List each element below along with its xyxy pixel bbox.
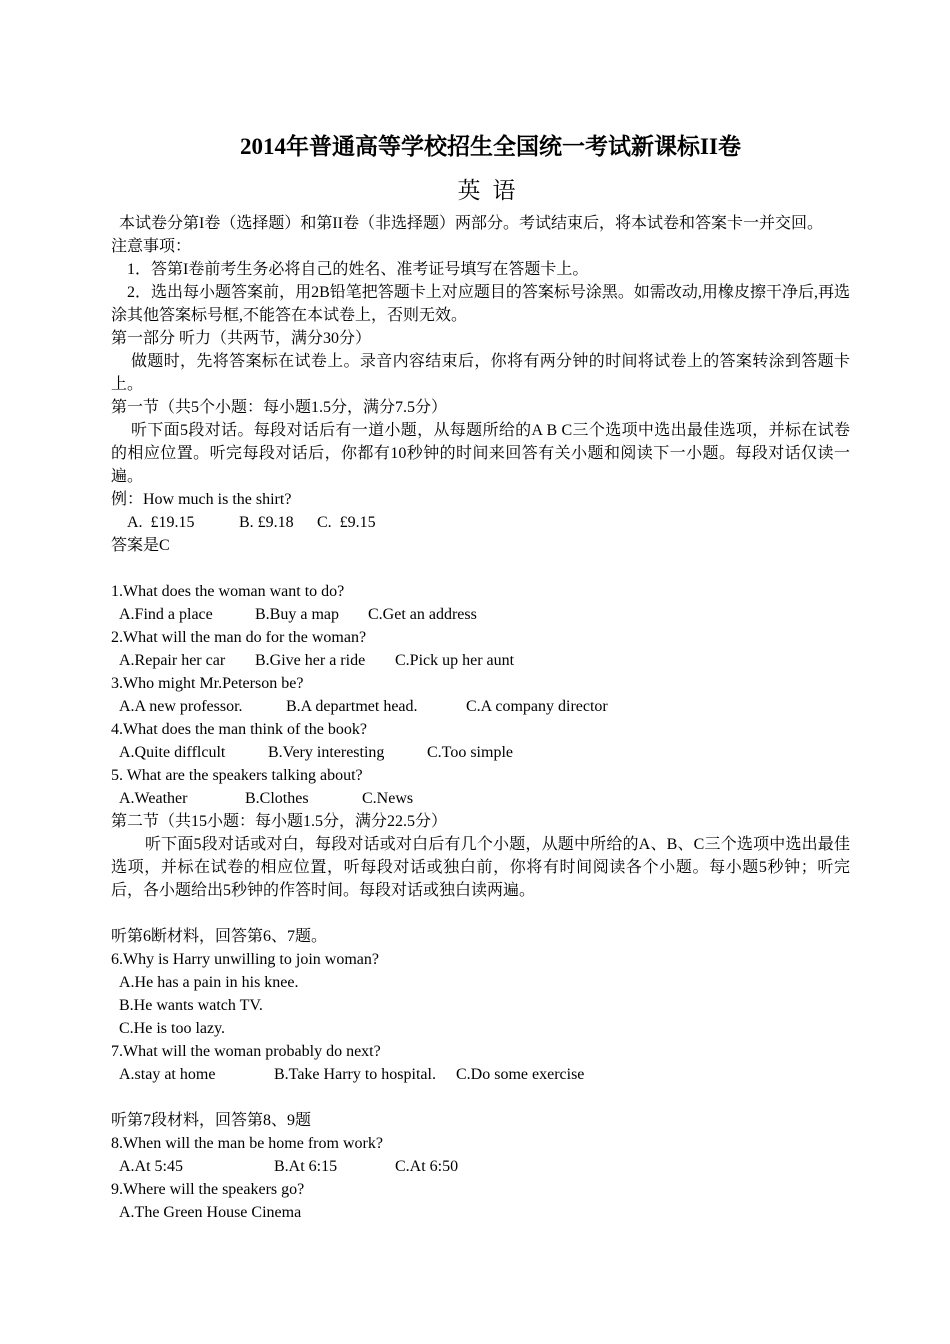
notes-title: 注意事项： <box>111 238 192 255</box>
example-option-b: B. £9.18 <box>239 514 294 531</box>
section2-instructions: 听下面5段对话或对白，每段对话或对白后有几个小题，从题中所给的A、B、C三个选项中选出最佳选项，并标在试卷的相应位置，听每段对话或独白前，你将有时间阅读各个小题。每小题5秒钟；听完后，各小题给出5秒钟的作答时间。每段对话或独白读两遍。 <box>111 836 850 899</box>
question-2: 2.What will the man do for the woman? <box>111 629 367 646</box>
question-4-options <box>111 741 850 764</box>
page-subtitle: 英语 <box>457 178 528 203</box>
question-4: 4.What does the man think of the book? <box>111 721 367 738</box>
question-6-option-a: A.He has a pain in his knee. <box>119 974 299 991</box>
option-a: A.Quite difflcult <box>119 744 226 761</box>
example-answer: 答案是C <box>111 537 170 554</box>
spacer <box>111 902 850 925</box>
option-b: B.Give her a ride <box>255 652 366 669</box>
option-a: A.Weather <box>119 790 188 807</box>
question-1-options <box>111 603 850 626</box>
spacer <box>111 1086 850 1109</box>
question-2-options <box>111 649 850 672</box>
note-1: 1．答第I卷前考生务必将自己的姓名、准考证号填写在答题卡上。 <box>127 261 589 278</box>
option-a: A.Repair her car <box>119 652 226 669</box>
question-8: 8.When will the man be home from work? <box>111 1135 383 1152</box>
option-c: C.Do some exercise <box>456 1066 585 1083</box>
question-7: 7.What will the woman probably do next? <box>111 1043 381 1060</box>
option-b: B.Very interesting <box>268 744 385 761</box>
part1-instructions: 做题时，先将答案标在试卷上。录音内容结束后，你将有两分钟的时间将试卷上的答案转涂到答题卡上。 <box>111 353 850 393</box>
section1-heading: 第一节（共5个小题：每小题1.5分，满分7.5分） <box>111 399 448 416</box>
question-7-options <box>111 1063 850 1086</box>
option-b: B.Clothes <box>245 790 309 807</box>
question-3: 3.Who might Mr.Peterson be? <box>111 675 304 692</box>
option-c: C.News <box>362 790 414 807</box>
option-a: A.stay at home <box>119 1066 216 1083</box>
intro-description: 本试卷分第I卷（选择题）和第II卷（非选择题）两部分。考试结束后，将本试卷和答案卡一并交回。 <box>119 215 823 232</box>
section1-instructions: 听下面5段对话。每段对话后有一道小题，从每题所给的A B C三个选项中选出最佳选项，并标在试卷的相应位置。听完每段对话后，你都有10秒钟的时间来回答有关小题和阅读下一小题。每段对话仅读一遍。 <box>111 422 850 485</box>
group7-intro: 听第7段材料，回答第8、9题 <box>111 1112 312 1129</box>
part1-heading: 第一部分 听力（共两节，满分30分） <box>111 330 372 347</box>
option-c: C.Too simple <box>427 744 513 761</box>
question-8-options <box>111 1155 850 1178</box>
note-2: 2．选出每小题答案前，用2B铅笔把答题卡上对应题目的答案标号涂黑。如需改动,用橡皮擦干净后,再选涂其他答案标号框,不能答在本试卷上，否则无效。 <box>111 284 850 324</box>
option-b: B.A departmet head. <box>286 698 418 715</box>
question-6: 6.Why is Harry unwilling to join woman? <box>111 951 379 968</box>
option-a: A.Find a place <box>119 606 213 623</box>
question-9-option-a: A.The Green House Cinema <box>119 1204 302 1221</box>
option-b: B.At 6:15 <box>274 1158 338 1175</box>
question-3-options <box>111 695 850 718</box>
question-list <box>111 580 850 810</box>
page-title: 2014年普通高等学校招生全国统一考试新课标II卷 <box>240 134 741 159</box>
example-option-c: C. £9.15 <box>317 514 376 531</box>
example-question: 例：How much is the shirt? <box>111 491 292 508</box>
option-c: C.At 6:50 <box>395 1158 459 1175</box>
question-1: 1.What does the woman want to do? <box>111 583 345 600</box>
option-b: B.Take Harry to hospital. <box>274 1066 436 1083</box>
option-c: C.Pick up her aunt <box>395 652 515 669</box>
example-option-a: A. £19.15 <box>127 514 195 531</box>
option-c: C.Get an address <box>368 606 477 623</box>
question-5-options <box>111 787 850 810</box>
option-b: B.Buy a map <box>255 606 339 623</box>
example-options <box>111 511 850 534</box>
option-c: C.A company director <box>466 698 608 715</box>
spacer <box>111 557 850 580</box>
section2-heading: 第二节（共15小题：每小题1.5分，满分22.5分） <box>111 813 448 830</box>
question-9: 9.Where will the speakers go? <box>111 1181 305 1198</box>
option-a: A.At 5:45 <box>119 1158 183 1175</box>
question-5: 5. What are the speakers talking about? <box>111 767 363 784</box>
group6-intro: 听第6断材料，回答第6、7题。 <box>111 928 328 945</box>
option-a: A.A new professor. <box>119 698 243 715</box>
question-6-option-c: C.He is too lazy. <box>119 1020 226 1037</box>
question-6-option-b: B.He wants watch TV. <box>119 997 263 1014</box>
